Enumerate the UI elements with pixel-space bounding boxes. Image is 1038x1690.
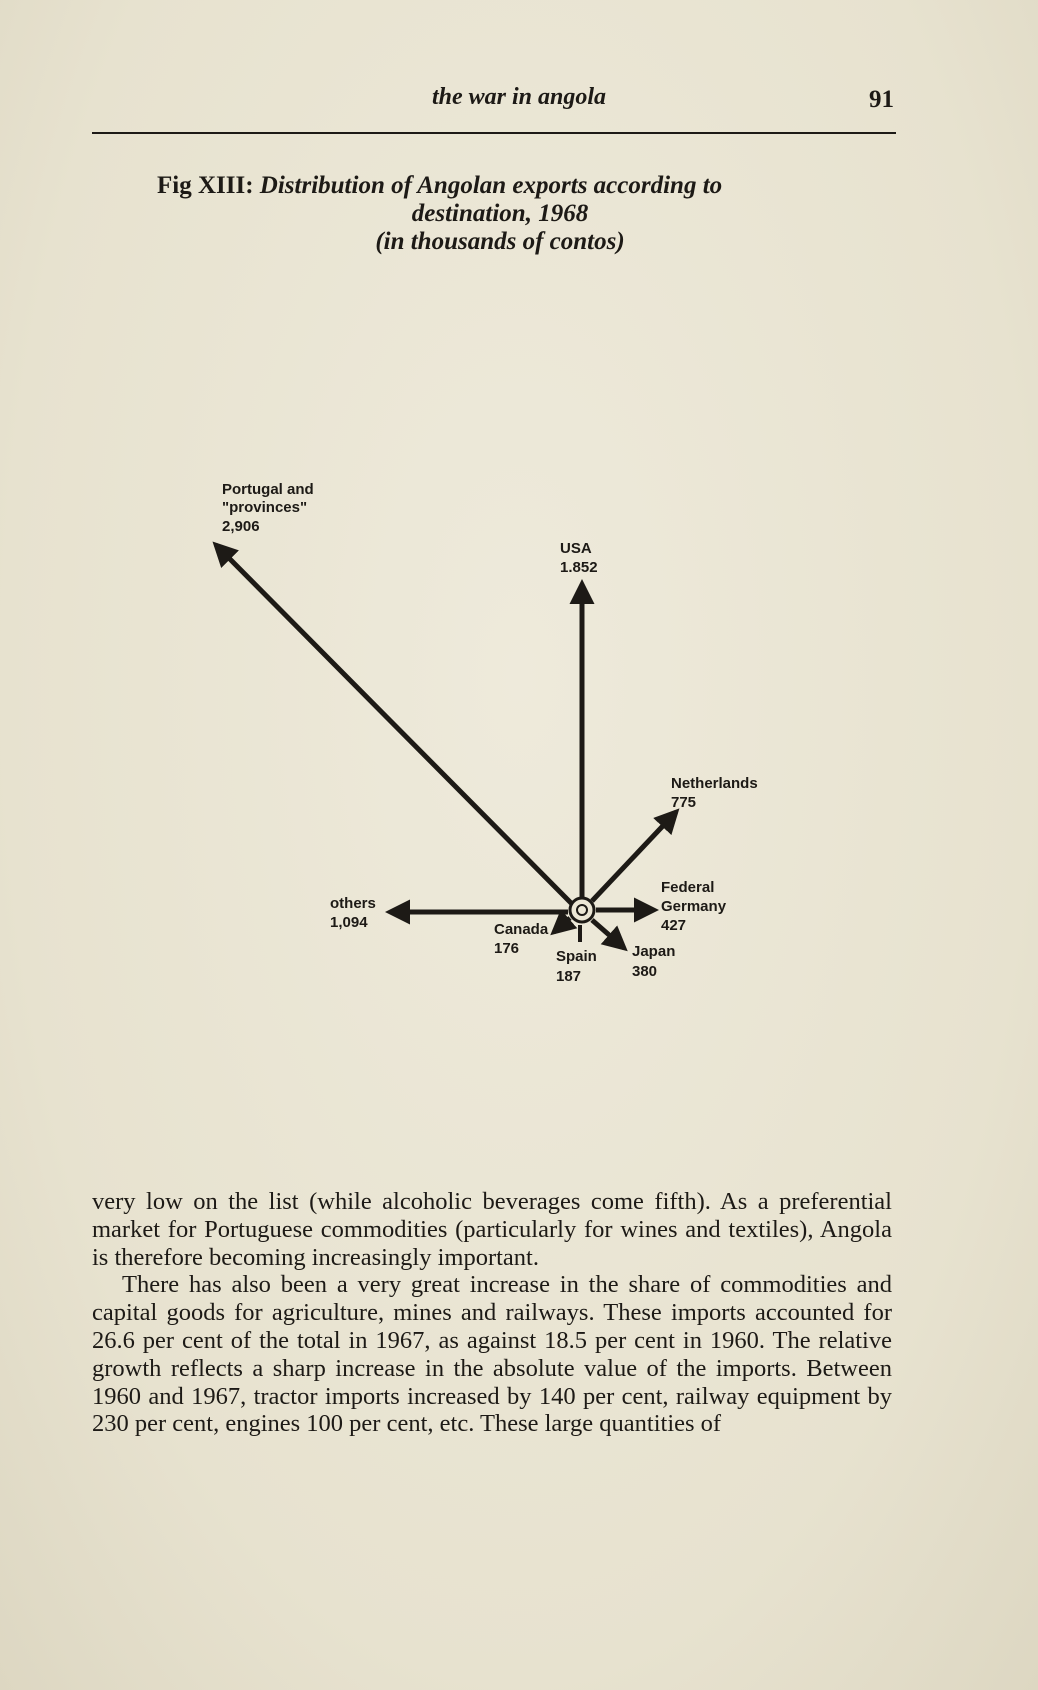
page-number: 91	[869, 86, 894, 113]
value-usa: 1.852	[560, 559, 598, 576]
figure-title-line1: Distribution of Angolan exports according to	[259, 172, 723, 199]
label-portugal-line2: "provinces"	[222, 499, 308, 516]
figure-label: Fig XIII:	[157, 172, 254, 199]
value-germany: 427	[661, 917, 687, 934]
value-netherlands: 775	[671, 794, 697, 811]
value-japan: 380	[632, 963, 658, 980]
arrow-japan	[592, 920, 624, 948]
label-portugal-line1: Portugal and	[222, 481, 314, 498]
label-netherlands: Netherlands	[671, 775, 758, 792]
label-japan: Japan	[632, 943, 676, 960]
figure-unit: (in thousands of contos)	[375, 228, 625, 255]
paragraph-1: very low on the list (while alcoholic beverages come fifth). As a preferential market for Portuguese commodities (particularly for wines and textiles), Angola is therefore becoming increasingly important.	[92, 1188, 892, 1271]
value-spain: 187	[556, 968, 582, 985]
origin-angola-dot	[577, 905, 587, 915]
value-portugal: 2,906	[222, 518, 260, 535]
paragraph-2: There has also been a very great increase in the share of commodities and capital goods for agriculture, mines and railways. These imports accounted for 26.6 per cent of the total in 1967, as against 18.5 per cent in 1960. The relative growth reflects a sharp increase in the absolute value of the imports. Between 1960 and 1967, tractor imports increased by 140 per cent, railway equipment by 230 per cent, engines 100 per cent, etc. These large quantities of	[92, 1271, 892, 1438]
running-title: the war in angola	[431, 84, 607, 110]
value-canada: 176	[494, 940, 520, 957]
arrow-canada	[554, 918, 570, 932]
label-spain: Spain	[556, 948, 597, 965]
label-usa: USA	[560, 540, 592, 557]
value-others: 1,094	[330, 914, 368, 931]
label-germany-line1: Federal	[661, 879, 715, 896]
arrow-portugal	[216, 545, 572, 904]
label-others: others	[330, 895, 376, 912]
label-germany-line2: Germany	[661, 898, 727, 915]
body-text	[92, 1188, 892, 1438]
figure-title-line2: destination, 1968	[411, 200, 589, 227]
label-canada: Canada	[494, 921, 549, 938]
